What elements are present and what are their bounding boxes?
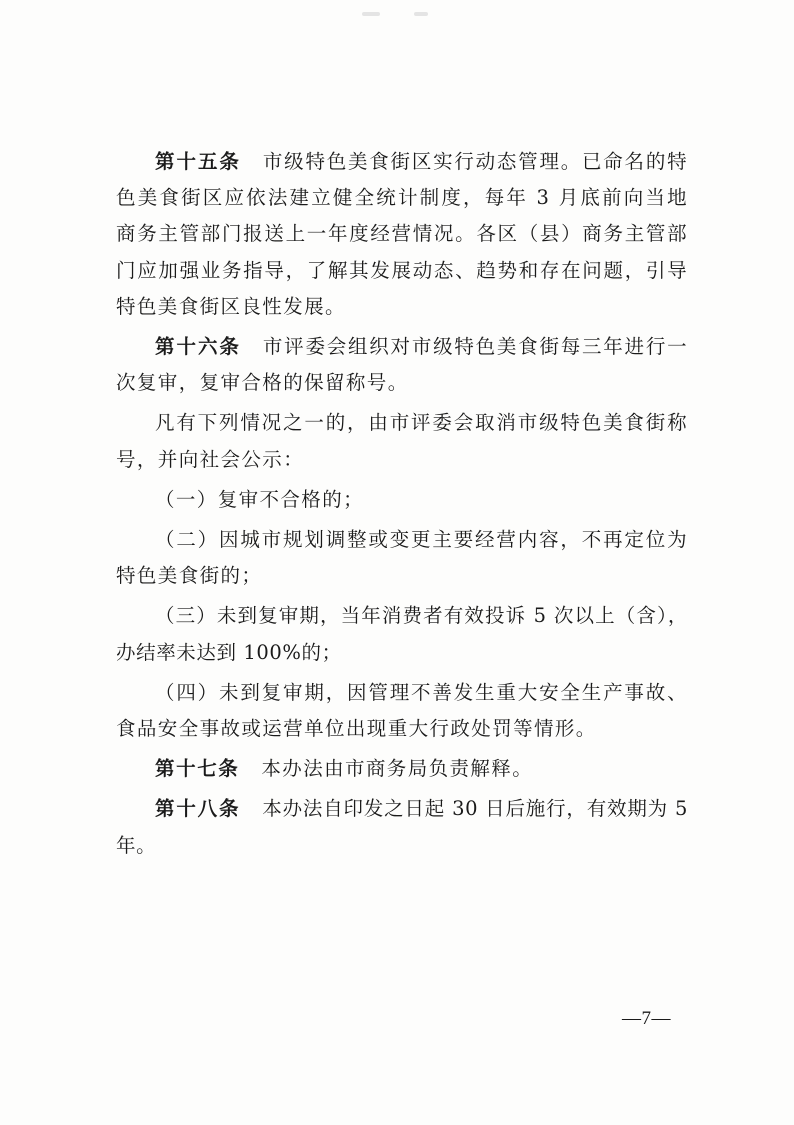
article-18 (116, 791, 688, 863)
scan-artifact (414, 12, 428, 16)
revocation-intro (116, 405, 688, 477)
article-16 (116, 329, 688, 401)
article-text: 本办法由市商务局负责解释。 (261, 757, 534, 781)
list-item (116, 598, 688, 670)
list-item-text: （二）因城市规划调整或变更主要经营内容，不再定位为特色美食街的； (116, 528, 688, 588)
scan-artifact (362, 12, 380, 16)
article-15 (116, 144, 688, 325)
article-text: 本办法自印发之日起 30 日后施行，有效期为 5 年。 (116, 797, 688, 857)
list-item (116, 482, 688, 518)
list-item (116, 522, 688, 594)
article-heading: 第十五条 (155, 150, 241, 173)
paragraph-text: 凡有下列情况之一的，由市评委会取消市级特色美食街称号，并向社会公示： (116, 411, 688, 471)
article-text: 市级特色美食街区实行动态管理。已命名的特色美食街区应依法建立健全统计制度，每年 3 月底前向当地商务主管部门报送上一年度经营情况。各区（县）商务主管部门应加强业务指导，了解其发展动态、趋势和存在问题，引导特色美食街区良性发展。 (116, 150, 688, 318)
article-17 (116, 751, 688, 787)
list-item-text: （四）未到复审期，因管理不善发生重大安全生产事故、食品安全事故或运营单位出现重大行政处罚等情形。 (116, 680, 688, 741)
page-number: —7— (622, 1008, 671, 1029)
article-heading: 第十六条 (155, 335, 241, 359)
list-item-text: （一）复审不合格的； (155, 487, 365, 511)
list-item (116, 675, 688, 747)
article-heading: 第十八条 (155, 797, 241, 821)
article-text: 市评委会组织对市级特色美食街每三年进行一次复审，复审合格的保留称号。 (116, 335, 688, 395)
article-heading: 第十七条 (155, 757, 240, 781)
list-item-text: （三）未到复审期，当年消费者有效投诉 5 次以上（含），办结率未达到 100%的； (116, 604, 688, 664)
document-body (116, 144, 688, 864)
